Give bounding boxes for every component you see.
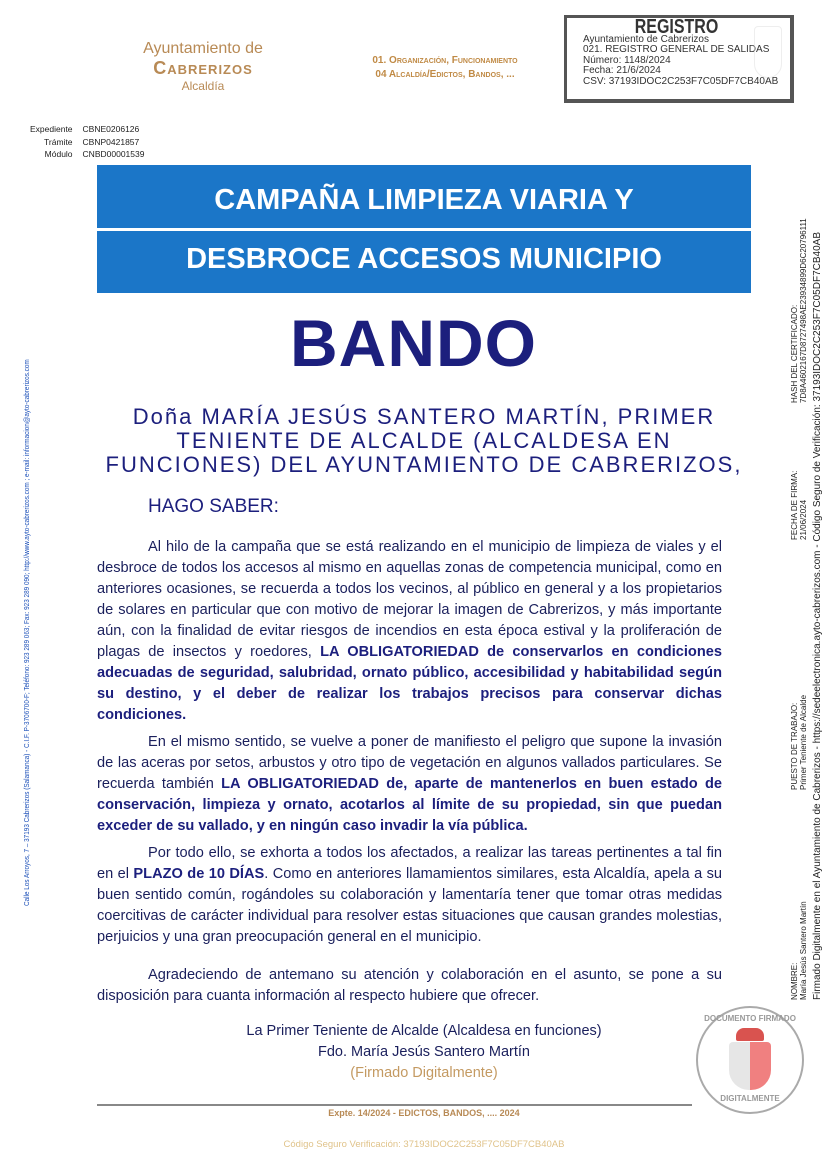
field-label: HASH DEL CERTIFICADO: bbox=[790, 304, 799, 403]
signer-position-field bbox=[790, 695, 808, 790]
municipality-logo bbox=[118, 40, 288, 93]
field-label: PUESTO DE TRABAJO: bbox=[790, 702, 799, 790]
category-line-1: 01. Organización, Funcionamiento bbox=[372, 55, 518, 66]
text: Al hilo de la campaña que se está realizando en el municipio de limpieza de viales y el desbroce de todos los accesos al mismo en aquellas zonas de competencia municipal, como en anteriores ocasiones, se recuerda a todos los vecinos, al público en general y a los propietarios de solares en particular que con motivo de mejorar la imagen de Cabrerizos, y más importante aún, con la finalidad de evitar riesgos de incendios en esta época estival y la proliferación de plagas de insectos y roedores, bbox=[97, 539, 722, 660]
meta-value: CNBD00001539 bbox=[82, 149, 145, 159]
logo-line-2: Cabrerizos bbox=[153, 58, 253, 78]
registry-line: CSV: 37193IDOC2C253F7C05DF7CB40AB bbox=[583, 75, 779, 87]
signatory-name: Fdo. María Jesús Santero Martín bbox=[318, 1044, 530, 1060]
signature-date-field bbox=[790, 471, 808, 540]
seal-bottom-text: DIGITALMENTE bbox=[720, 1094, 780, 1103]
signatory-title: La Primer Teniente de Alcalde (Alcaldesa en funciones) bbox=[246, 1023, 602, 1039]
registry-stamp bbox=[564, 15, 794, 103]
crown-icon bbox=[736, 1028, 764, 1041]
coat-of-arms-icon bbox=[729, 1042, 771, 1090]
bold-text: PLAZO de 10 DÍAS bbox=[133, 866, 265, 882]
side-verification-text: Firmado Digitalmente en el Ayuntamiento de Cabrerizos - https://sedeelectronica.ayto-cabrerizos.com - Código Seguro de Verificación: 37193IDOC2C253F7C05DF7CB40AB bbox=[812, 232, 823, 1000]
field-label: NOMBRE: bbox=[790, 962, 799, 1000]
bold-text: LA OBLIGATORIEDAD de, aparte de mantenerlos en buen estado de conservación, limpieza y ornato, acotarlos al límite de su propiedad, sin que puedan exceder de su vallado, y en ningún caso invadir la vía pública. bbox=[97, 776, 722, 834]
paragraph bbox=[97, 965, 722, 1007]
registry-line: Ayuntamiento de Cabrerizos bbox=[583, 33, 709, 45]
meta-value: CBNE0206126 bbox=[82, 124, 140, 134]
footer-divider bbox=[97, 1104, 692, 1106]
registry-line: 021. REGISTRO GENERAL DE SALIDAS bbox=[583, 44, 770, 55]
digital-signature-seal bbox=[696, 1006, 804, 1114]
meta-value: CBNP0421857 bbox=[82, 136, 140, 147]
paragraph bbox=[97, 732, 722, 837]
file-metadata bbox=[28, 122, 154, 162]
registry-title: REGISTRO bbox=[634, 16, 719, 38]
signature-block bbox=[97, 1021, 751, 1084]
text: Agradeciendo de antemano su atención y colaboración en el asunto, se pone a su disposición para cuanta información al respecto hubiere que ofrecer. bbox=[97, 967, 722, 1004]
logo-line-3: Alcaldía bbox=[181, 79, 225, 93]
digital-signature-note: (Firmado Digitalmente) bbox=[350, 1065, 498, 1081]
bold-text: LA OBLIGATORIEDAD de conservarlos en condiciones adecuadas de seguridad, salubridad, ornato público, accesibilidad y habitabilidad según su destino, y el deber de realizar los trabajos precisos para conservar dichas condiciones. bbox=[97, 644, 722, 723]
field-value: Primer Teniente de Alcalde bbox=[799, 694, 808, 790]
logo-line-1: Ayuntamiento de bbox=[143, 40, 263, 57]
banner-line-1: CAMPAÑA LIMPIEZA VIARIA Y bbox=[214, 184, 634, 216]
certificate-hash-field bbox=[790, 218, 808, 403]
document-title: BANDO bbox=[290, 306, 537, 380]
hago-saber-heading: HAGO SABER: bbox=[148, 496, 279, 517]
document-category bbox=[340, 54, 550, 82]
document-body bbox=[97, 537, 722, 1007]
text: Por todo ello, se exhorta a todos los afectados, a realizar las tareas pertinentes a tal fin en el bbox=[97, 845, 722, 882]
field-value: María Jesús Santero Martín bbox=[799, 901, 808, 1000]
field-label: FECHA DE FIRMA: bbox=[790, 470, 799, 540]
signer-name-field bbox=[790, 901, 808, 1000]
meta-label: Expediente bbox=[30, 124, 73, 134]
footer-expediente: Expte. 14/2024 - EDICTOS, BANDOS, .... 2024 bbox=[328, 1108, 520, 1118]
category-line-2: 04 Alcaldía/Edictos, Bandos, ... bbox=[375, 69, 515, 80]
banner-line-2: DESBROCE ACCESOS MUNICIPIO bbox=[186, 243, 662, 275]
document-content bbox=[97, 405, 751, 1084]
meta-label: Módulo bbox=[44, 149, 73, 159]
field-value: 7D8A4602167D8727498AE23934899D6C20796111 bbox=[799, 218, 808, 403]
field-value: 21/06/2024 bbox=[799, 499, 808, 540]
registry-line: Fecha: 21/6/2024 bbox=[583, 65, 661, 76]
paragraph bbox=[97, 537, 722, 726]
registry-line: Número: 1148/2024 bbox=[583, 54, 671, 66]
coat-of-arms-icon bbox=[754, 26, 782, 78]
banner-divider bbox=[97, 228, 751, 231]
side-contact-info: Calle Los Arroyos, 7 – 37193 Cabrerizos (Salamanca) - C.I.F. P-3706700-F; Teléfono: 923 289 063; Fax: 923 289 090; http://www.ayto-cabrerizos.com ; e-mail: informacion@ayto-cabrerizos.com bbox=[22, 359, 31, 906]
text: . Como en anteriores llamamientos similares, esta Alcaldía, apela a su buen sentido común, rogándoles su colaboración y lamentaría tener que tomar otras medidas coercitivas de carácter individual para resolver estas situaciones que causan grandes molestias, perjuicios y una gran preocupación general en el municipio. bbox=[97, 866, 723, 945]
paragraph bbox=[97, 843, 722, 948]
text: En el mismo sentido, se vuelve a poner de manifiesto el peligro que supone la invasión de las aceras por setos, arbustos y otro tipo de vegetación en algunos vallados particulares. Se recuerda también bbox=[97, 734, 722, 792]
issuer-statement: Doña MARÍA JESÚS SANTERO MARTÍN, PRIMER TENIENTE DE ALCALDE (ALCALDESA EN FUNCIONES) DEL AYUNTAMIENTO DE CABRERIZOS, bbox=[105, 404, 743, 477]
footer-csv: Código Seguro Verificación: 37193IDOC2C253F7C05DF7CB40AB bbox=[283, 1139, 565, 1150]
meta-label: Trámite bbox=[44, 136, 73, 147]
seal-top-text: DOCUMENTO FIRMADO bbox=[704, 1014, 796, 1023]
